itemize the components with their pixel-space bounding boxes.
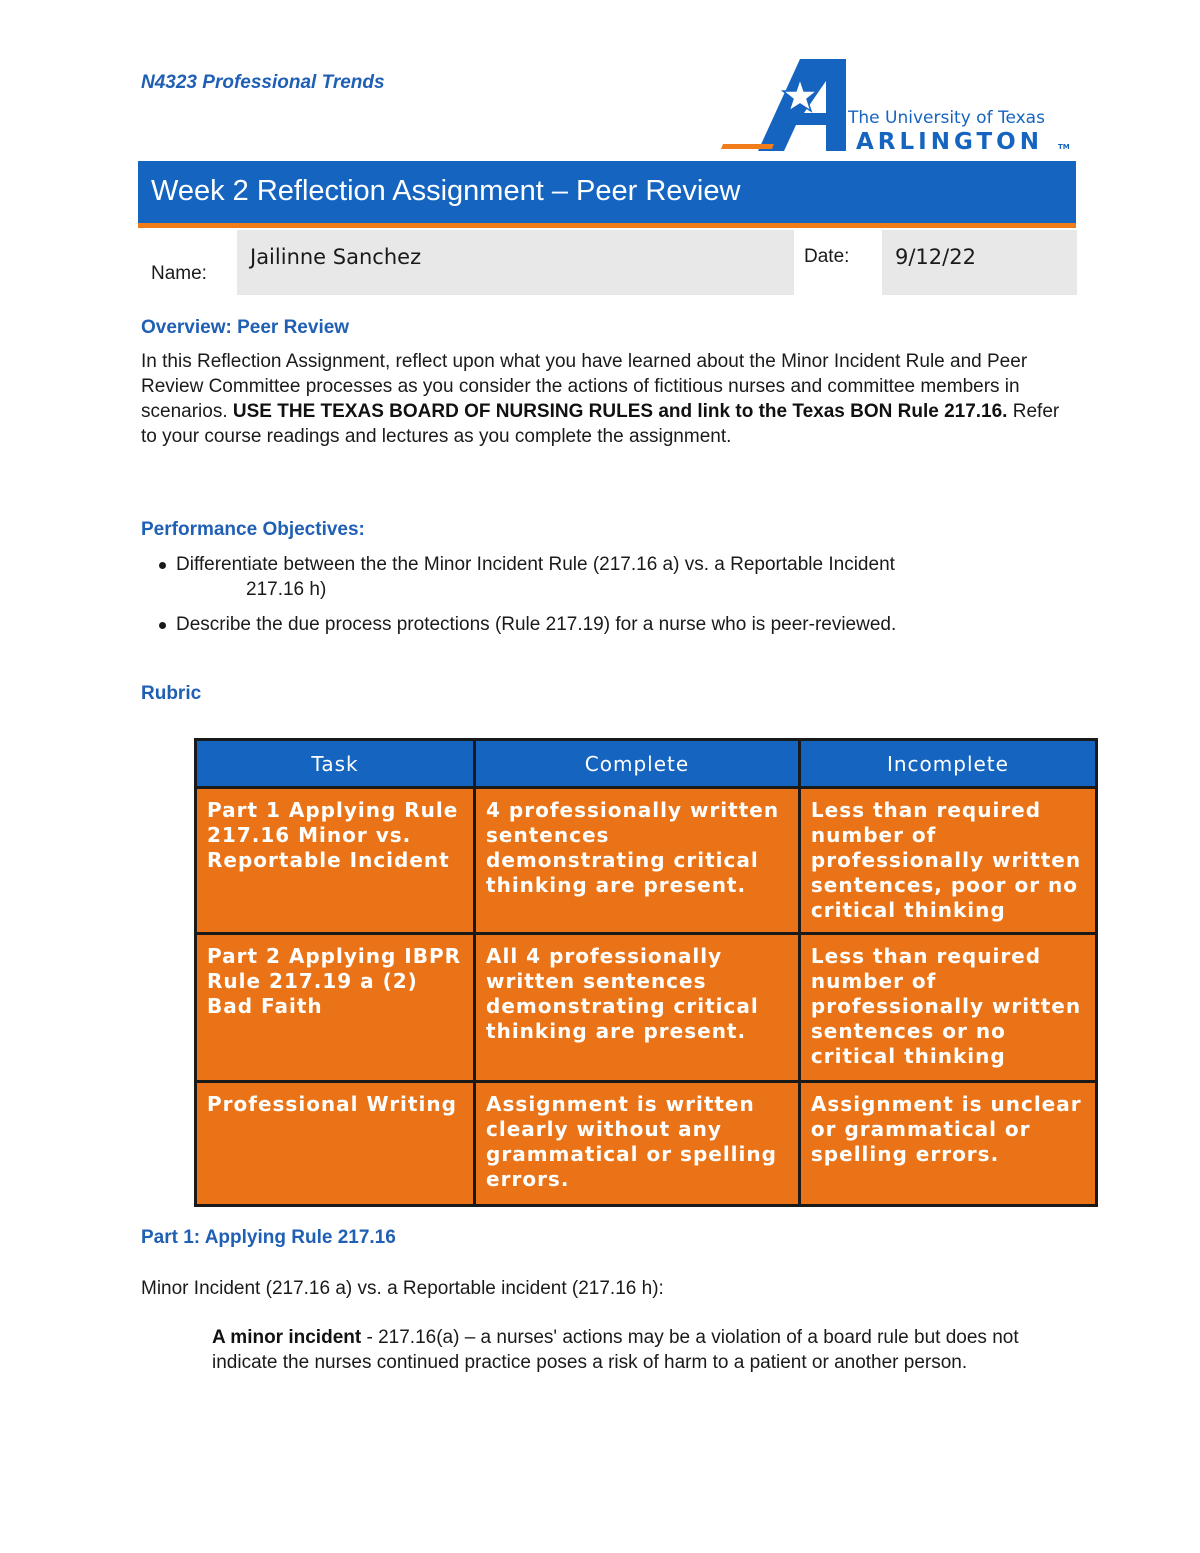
table-cell: All 4 professionally written sentences demonstrating critical thinking are present.	[475, 934, 800, 1082]
list-item: Describe the due process protections (Rule 217.19) for a nurse who is peer-reviewed.	[141, 612, 1101, 637]
uta-logo	[718, 55, 1078, 155]
logo-line2: ARLINGTON	[856, 129, 1043, 155]
part1-intro: Minor Incident (217.16 a) vs. a Reportable incident (217.16 h):	[141, 1278, 664, 1299]
date-value: 9/12/22	[895, 245, 976, 269]
table-cell: Assignment is unclear or grammatical or spelling errors.	[799, 1082, 1096, 1206]
course-title: N4323 Professional Trends	[141, 72, 385, 93]
part1-heading: Part 1: Applying Rule 217.16	[141, 1227, 396, 1248]
objectives-heading: Performance Objectives:	[141, 519, 365, 540]
page-title: Week 2 Reflection Assignment – Peer Review	[151, 175, 741, 207]
bullet-icon	[159, 622, 166, 629]
table-cell: Professional Writing	[196, 1082, 475, 1206]
title-divider	[138, 223, 1076, 228]
column-header-incomplete: Incomplete	[799, 740, 1096, 788]
overview-heading: Overview: Peer Review	[141, 317, 350, 338]
assignment-title-bar	[138, 161, 1076, 223]
table-row	[196, 934, 1097, 1082]
list-item: Differentiate between the the Minor Incident Rule (217.16 a) vs. a Reportable Incident 217.16 h)	[141, 552, 1101, 602]
column-header-task: Task	[196, 740, 475, 788]
table-cell: Part 2 Applying IBPR Rule 217.19 a (2) Bad Faith	[196, 934, 475, 1082]
table-row	[196, 1082, 1097, 1206]
table-cell: Assignment is written clearly without any grammatical or spelling errors.	[475, 1082, 800, 1206]
bullet-icon	[159, 562, 166, 569]
column-header-complete: Complete	[475, 740, 800, 788]
table-row	[196, 788, 1097, 934]
table-cell: Less than required number of professionally written sentences or no critical thinking	[799, 934, 1096, 1082]
overview-text: In this Reflection Assignment, reflect upon what you have learned about the Minor Incident Rule and Peer Review Committee processes as you consider the actions of fictitious nurses and committee members in scenarios. USE THE TEXAS BOARD OF NURSING RULES and link to the Texas BON Rule 217.16. Refer to your course readings and lectures as you complete the assignment.	[141, 351, 1060, 447]
logo-line1: The University of Texas	[848, 108, 1045, 128]
rubric-heading: Rubric	[141, 683, 202, 704]
logo-tm: TM	[1058, 143, 1070, 151]
rubric-table	[194, 738, 1098, 1207]
date-field[interactable]	[882, 230, 1077, 295]
table-cell: Part 1 Applying Rule 217.16 Minor vs. Reportable Incident	[196, 788, 475, 934]
table-cell: 4 professionally written sentences demonstrating critical thinking are present.	[475, 788, 800, 934]
minor-incident-definition: A minor incident - 217.16(a) – a nurses' actions may be a violation of a board rule but does not indicate the nurses continued practice poses a risk of harm to a patient or another person.	[212, 1327, 1019, 1373]
name-label: Name:	[151, 263, 207, 284]
name-value: Jailinne Sanchez	[250, 245, 422, 269]
name-field[interactable]	[237, 230, 794, 295]
objectives-list	[141, 552, 1101, 637]
table-cell: Less than required number of professionally written sentences, poor or no critical thinking	[799, 788, 1096, 934]
date-label: Date:	[804, 246, 850, 267]
